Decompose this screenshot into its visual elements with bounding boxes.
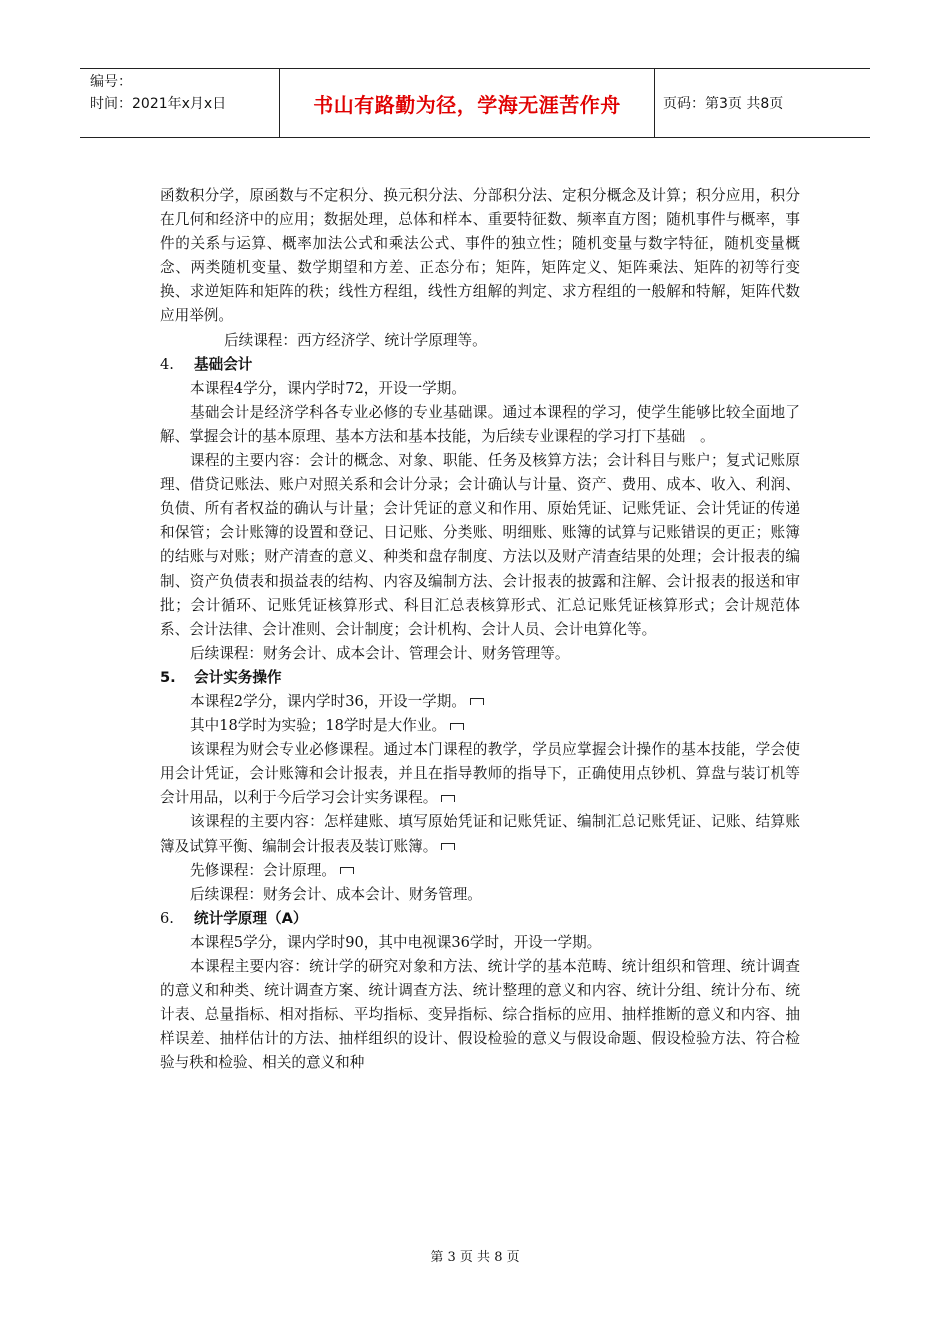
paragraph-text: 其中18学时为实验；18学时是大作业。 <box>190 717 447 735</box>
paragraph-with-mark <box>160 690 800 714</box>
section-heading-4 <box>160 353 800 377</box>
header-page-label: 页码：第3页 共8页 <box>663 96 784 112</box>
paragraph-text: 先修课程：会计原理。 <box>190 861 336 879</box>
paragraph: 课程的主要内容：会计的概念、对象、职能、任务及核算方法；会计科目与账户；复式记账原理、借贷记账法、账户对照关系和会计分录；会计确认与计量、资产、费用、成本、收入、利润、负债、所有者权益的确认与计量；会计凭证的意义和作用、原始凭证、记账凭证、会计凭证的传递和保管；会计账簿的设置和登记、日记账、分类账、明细账、账簿的试算与记账错误的更正；账簿的结账与对账；财产清查的意义、种类和盘存制度、方法以及财产清查结果的处理；会计报表的编制、资产负债表和损益表的结构、内容及编制方法、会计报表的披露和注解、会计报表的报送和审批；会计循环、记账凭证核算形式、科目汇总表核算形式、汇总记账凭证核算形式；会计规范体系、会计法律、会计准则、会计制度；会计机构、会计人员、会计电算化等。 <box>160 452 800 638</box>
paragraph-mark-icon <box>470 698 484 705</box>
paragraph-mark-icon <box>450 723 464 730</box>
paragraph: 后续课程：财务会计、成本会计、管理会计、财务管理等。 <box>190 644 570 662</box>
paragraph-mark-icon <box>441 843 455 850</box>
section-title: 会计实务操作 <box>194 668 282 686</box>
paragraph: 函数积分学，原函数与不定积分、换元积分法、分部积分法、定积分概念及计算；积分应用，积分在几何和经济中的应用；数据处理，总体和样本、重要特征数、频率直方图；随机事件与概率，事件的关系与运算、概率加法公式和乘法公式、事件的独立性；随机变量与数字特征，随机变量概念、两类随机变量、数学期望和方差、正态分布；矩阵，矩阵定义、矩阵乘法、矩阵的初等行变换、求逆矩阵和矩阵的秩；线性方程组，线性方组解的判定、求方程组的一般解和特解，矩阵代数应用举例。 <box>160 187 800 325</box>
section-heading-6 <box>160 907 800 931</box>
paragraph-with-mark <box>160 859 800 883</box>
section-number: 4. <box>160 355 174 373</box>
paragraph: 后续课程：财务会计、成本会计、财务管理。 <box>190 885 482 903</box>
header-motto: 书山有路勤为径，学海无涯苦作舟 <box>280 69 655 137</box>
document-date-label: 时间：2021年x月x日 <box>90 96 227 112</box>
page-footer: 第 3 页 共 8 页 <box>430 1250 520 1265</box>
section-title: 基础会计 <box>194 355 253 373</box>
paragraph-with-mark <box>160 738 800 810</box>
document-number-label: 编号： <box>90 74 132 90</box>
paragraph-with-mark <box>160 714 800 738</box>
paragraph: 本课程4学分，课内学时72，开设一学期。 <box>190 379 466 397</box>
section-title: 统计学原理（A） <box>194 909 308 927</box>
section-number: 5. <box>160 668 176 686</box>
paragraph-text: 该课程为财会专业必修课程。通过本门课程的教学，学员应掌握会计操作的基本技能，学会使用会计凭证，会计账簿和会计报表，并且在指导教师的指导下，正确使用点钞机、算盘与装订机等会计用品，以利于今后学习会计实务课程。 <box>160 741 800 807</box>
paragraph: 基础会计是经济学科各专业必修的专业基础课。通过本课程的学习，使学生能够比较全面地了解、掌握会计的基本原理、基本方法和基本技能，为后续专业课程的学习打下基础 。 <box>160 403 800 445</box>
paragraph-mark-icon <box>441 795 455 802</box>
page-header <box>80 68 870 138</box>
paragraph: 本课程5学分，课内学时90，其中电视课36学时，开设一学期。 <box>190 933 602 951</box>
paragraph-text: 本课程2学分，课内学时36，开设一学期。 <box>190 692 466 710</box>
section-heading-5 <box>160 666 800 690</box>
document-body <box>160 184 800 1075</box>
header-meta <box>80 69 280 137</box>
paragraph-mark-icon <box>340 867 354 874</box>
section-number: 6. <box>160 909 174 927</box>
paragraph: 本课程主要内容：统计学的研究对象和方法、统计学的基本范畴、统计组织和管理、统计调查的意义和种类、统计调查方案、统计调查方法、统计整理的意义和内容、统计分组、统计分布、统计表、总量指标、相对指标、平均指标、变异指标、综合指标的应用、抽样推断的意义和内容、抽样误差、抽样估计的方法、抽样组织的设计、假设检验的意义与假设命题、假设检验方法、符合检验与秩和检验、相关的意义和种 <box>160 958 800 1072</box>
paragraph-with-mark <box>160 810 800 858</box>
paragraph: 后续课程：西方经济学、统计学原理等。 <box>224 331 487 349</box>
paragraph-text: 该课程的主要内容：怎样建账、填写原始凭证和记账凭证、编制汇总记账凭证、记账、结算账簿及试算平衡、编制会计报表及装订账簿。 <box>160 813 800 855</box>
